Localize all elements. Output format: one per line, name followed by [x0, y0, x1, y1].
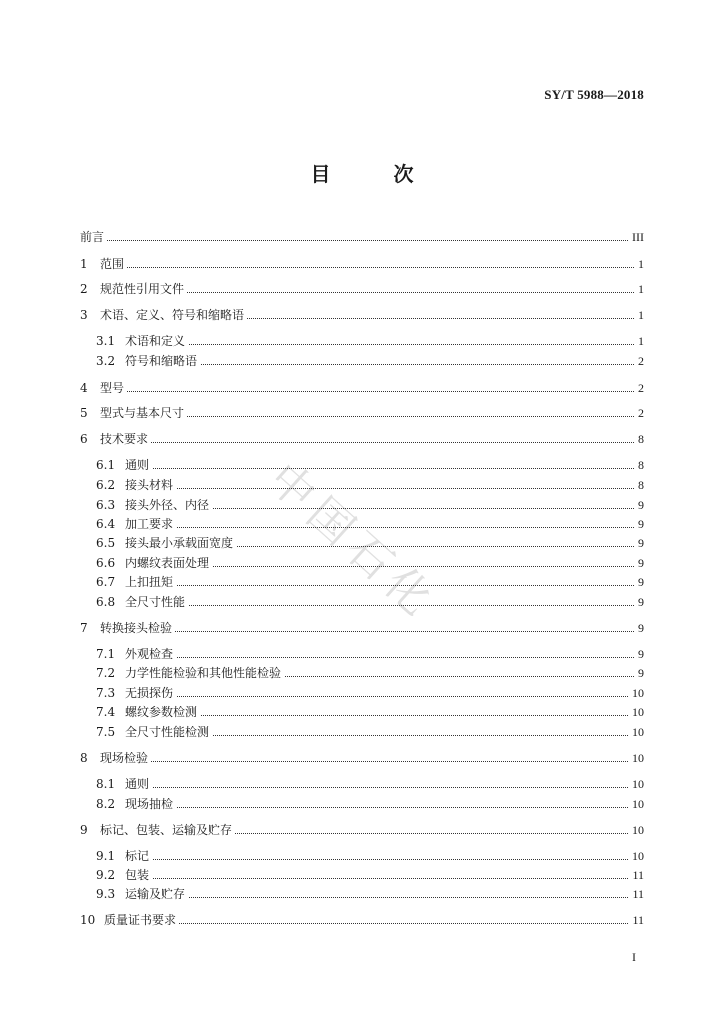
toc-entry-number: 3 — [80, 308, 88, 322]
toc-dot-leader — [104, 923, 642, 924]
toc-entry-page: 10 — [629, 795, 644, 813]
toc-entry[interactable] — [0, 885, 724, 903]
toc-entry[interactable] — [0, 228, 724, 246]
toc-entry[interactable] — [0, 306, 724, 324]
toc-dot-leader — [125, 787, 642, 788]
toc-dot-leader — [100, 761, 642, 762]
toc-entry-number: 9 — [80, 823, 88, 837]
toc-entry-page: 10 — [629, 703, 644, 721]
toc-entry-page: 10 — [629, 723, 644, 741]
toc-entry[interactable] — [0, 280, 724, 298]
toc-entry-number: 6.4 — [96, 517, 116, 531]
toc-entry[interactable] — [0, 379, 724, 397]
toc-entry-page: 11 — [629, 885, 644, 903]
toc-entry-title: 现场抽检 — [125, 795, 176, 813]
toc-entry-page: 8 — [635, 456, 644, 474]
toc-entry-title: 无损探伤 — [125, 684, 176, 702]
toc-entry-page: 10 — [629, 749, 644, 767]
toc-entry-page: 8 — [635, 430, 644, 448]
toc-entry-title: 包装 — [125, 866, 152, 884]
toc-entry-number: 6.6 — [96, 556, 116, 570]
toc-entry-number: 5 — [80, 406, 88, 420]
toc-dot-leader — [125, 364, 642, 365]
toc-entry-page: 8 — [635, 476, 644, 494]
toc-entry-number: 6 — [80, 432, 88, 446]
toc-dot-leader — [80, 240, 642, 241]
toc-entry[interactable] — [0, 619, 724, 637]
standard-code: SY/T 5988—2018 — [544, 87, 644, 102]
toc-entry-title: 力学性能检验和其他性能检验 — [125, 664, 284, 682]
toc-entry-title: 通则 — [125, 775, 152, 793]
toc-entry-page: III — [629, 228, 644, 246]
toc-entry-title: 内螺纹表面处理 — [125, 554, 212, 572]
toc-entry-number: 7.3 — [96, 686, 116, 700]
toc-dot-leader — [125, 878, 642, 879]
toc-entry-title: 螺纹参数检测 — [125, 703, 200, 721]
toc-entry[interactable] — [0, 404, 724, 422]
toc-entry-page: 9 — [635, 496, 644, 514]
toc-entry-title: 符号和缩略语 — [125, 352, 200, 370]
toc-entry-page: 10 — [629, 847, 644, 865]
toc-dot-leader — [100, 391, 642, 392]
toc-entry-title: 术语和定义 — [125, 332, 188, 350]
toc-dot-leader — [125, 605, 642, 606]
toc-entry-number: 7.1 — [96, 647, 116, 661]
toc-entry-page: 9 — [635, 645, 644, 663]
toc-entry[interactable] — [0, 645, 724, 663]
toc-entry-title: 运输及贮存 — [125, 885, 188, 903]
toc-dot-leader — [125, 657, 642, 658]
toc-dot-leader — [125, 527, 642, 528]
toc-dot-leader — [125, 488, 642, 489]
toc-entry-title: 现场检验 — [100, 749, 151, 767]
toc-entry-page: 10 — [629, 821, 644, 839]
toc-entry-number: 2 — [80, 282, 88, 296]
toc-entry-title: 通则 — [125, 456, 152, 474]
toc-entry-title: 规范性引用文件 — [100, 280, 187, 298]
toc-entry-title: 转换接头检验 — [100, 619, 175, 637]
toc-entry-title: 型号 — [100, 379, 127, 397]
toc-entry[interactable] — [0, 911, 724, 929]
toc-entry-number: 4 — [80, 381, 88, 395]
toc-entry-title: 术语、定义、符号和缩略语 — [100, 306, 247, 324]
toc-entry[interactable] — [0, 456, 724, 474]
toc-entry-number: 9.3 — [96, 887, 116, 901]
toc-entry-number: 6.7 — [96, 575, 116, 589]
toc-entry-title: 全尺寸性能 — [125, 593, 188, 611]
toc-entry-page: 10 — [629, 775, 644, 793]
toc-entry[interactable] — [0, 430, 724, 448]
toc-entry-number: 3.2 — [96, 354, 116, 368]
toc-entry[interactable] — [0, 749, 724, 767]
toc-entry-title: 范围 — [100, 255, 127, 273]
toc-entry-number: 7.2 — [96, 666, 116, 680]
toc-entry-number: 6.5 — [96, 536, 116, 550]
toc-entry[interactable] — [0, 703, 724, 721]
toc-entry-title: 型式与基本尺寸 — [100, 404, 187, 422]
watermark: 中国石化 — [258, 453, 448, 631]
toc-entry-title: 前言 — [80, 228, 107, 246]
toc-dot-leader — [125, 807, 642, 808]
toc-entry-page: 2 — [635, 352, 644, 370]
toc-entry-number: 10 — [80, 913, 96, 927]
toc-entry-page: 9 — [635, 573, 644, 591]
toc-entry-number: 6.1 — [96, 458, 116, 472]
toc-entry-page: 1 — [635, 280, 644, 298]
page-title: 目 次 — [310, 162, 442, 186]
toc-entry-page: 1 — [635, 332, 644, 350]
toc-dot-leader — [125, 585, 642, 586]
toc-entry[interactable] — [0, 554, 724, 572]
toc-entry[interactable] — [0, 821, 724, 839]
toc-entry[interactable] — [0, 664, 724, 682]
toc-entry-page: 9 — [635, 619, 644, 637]
toc-entry-title: 质量证书要求 — [104, 911, 179, 929]
toc-entry-page: 1 — [635, 306, 644, 324]
toc-entry-number: 7.5 — [96, 725, 116, 739]
toc-entry[interactable] — [0, 332, 724, 350]
toc-entry-number: 7.4 — [96, 705, 116, 719]
toc-entry-page: 10 — [629, 684, 644, 702]
toc-entry-title: 技术要求 — [100, 430, 151, 448]
toc-dot-leader — [100, 267, 642, 268]
toc-entry[interactable] — [0, 723, 724, 741]
toc-entry-page: 9 — [635, 554, 644, 572]
toc-dot-leader — [125, 344, 642, 345]
toc-entry-title: 外观检查 — [125, 645, 176, 663]
toc-entry-number: 8.2 — [96, 797, 116, 811]
toc-entry-page: 2 — [635, 379, 644, 397]
toc-entry-page: 9 — [635, 593, 644, 611]
toc-entry-number: 6.2 — [96, 478, 116, 492]
toc-entry[interactable] — [0, 775, 724, 793]
toc-entry[interactable] — [0, 496, 724, 514]
toc-entry-number: 8.1 — [96, 777, 116, 791]
toc-entry-title: 接头外径、内径 — [125, 496, 212, 514]
toc-entry[interactable] — [0, 593, 724, 611]
toc-dot-leader — [125, 715, 642, 716]
toc-dot-leader — [100, 631, 642, 632]
toc-entry-title: 标记 — [125, 847, 152, 865]
toc-entry-title: 全尺寸性能检测 — [125, 723, 212, 741]
toc-entry-page: 2 — [635, 404, 644, 422]
toc-entry-page: 11 — [629, 911, 644, 929]
toc-entry[interactable] — [0, 684, 724, 702]
toc-entry[interactable] — [0, 476, 724, 494]
toc-entry-title: 接头最小承载面宽度 — [125, 534, 236, 552]
toc-entry-page: 9 — [635, 534, 644, 552]
toc-entry-title: 标记、包装、运输及贮存 — [100, 821, 235, 839]
toc-entry-number: 9.1 — [96, 849, 116, 863]
toc-entry[interactable] — [0, 515, 724, 533]
toc-entry-page: 9 — [635, 515, 644, 533]
toc-dot-leader — [125, 859, 642, 860]
toc-entry-number: 1 — [80, 257, 88, 271]
toc-entry[interactable] — [0, 847, 724, 865]
toc-dot-leader — [125, 468, 642, 469]
toc-entry-number: 6.8 — [96, 595, 116, 609]
toc-entry-page: 9 — [635, 664, 644, 682]
toc-entry-number: 8 — [80, 751, 88, 765]
toc-entry-number: 3.1 — [96, 334, 116, 348]
toc-entry-title: 加工要求 — [125, 515, 176, 533]
toc-dot-leader — [125, 897, 642, 898]
toc-entry[interactable] — [0, 352, 724, 370]
toc-entry-page: 1 — [635, 255, 644, 273]
toc-entry[interactable] — [0, 866, 724, 884]
toc-entry[interactable] — [0, 795, 724, 813]
toc-entry[interactable] — [0, 255, 724, 273]
toc-entry-title: 上扣扭矩 — [125, 573, 176, 591]
toc-dot-leader — [100, 442, 642, 443]
page-number: I — [632, 950, 636, 964]
toc-entry-number: 9.2 — [96, 868, 116, 882]
toc-dot-leader — [125, 696, 642, 697]
toc-entry-page: 11 — [629, 866, 644, 884]
toc-entry-number: 6.3 — [96, 498, 116, 512]
toc-entry-number: 7 — [80, 621, 88, 635]
toc-entry-title: 接头材料 — [125, 476, 176, 494]
toc-entry[interactable] — [0, 573, 724, 591]
toc-entry[interactable] — [0, 534, 724, 552]
